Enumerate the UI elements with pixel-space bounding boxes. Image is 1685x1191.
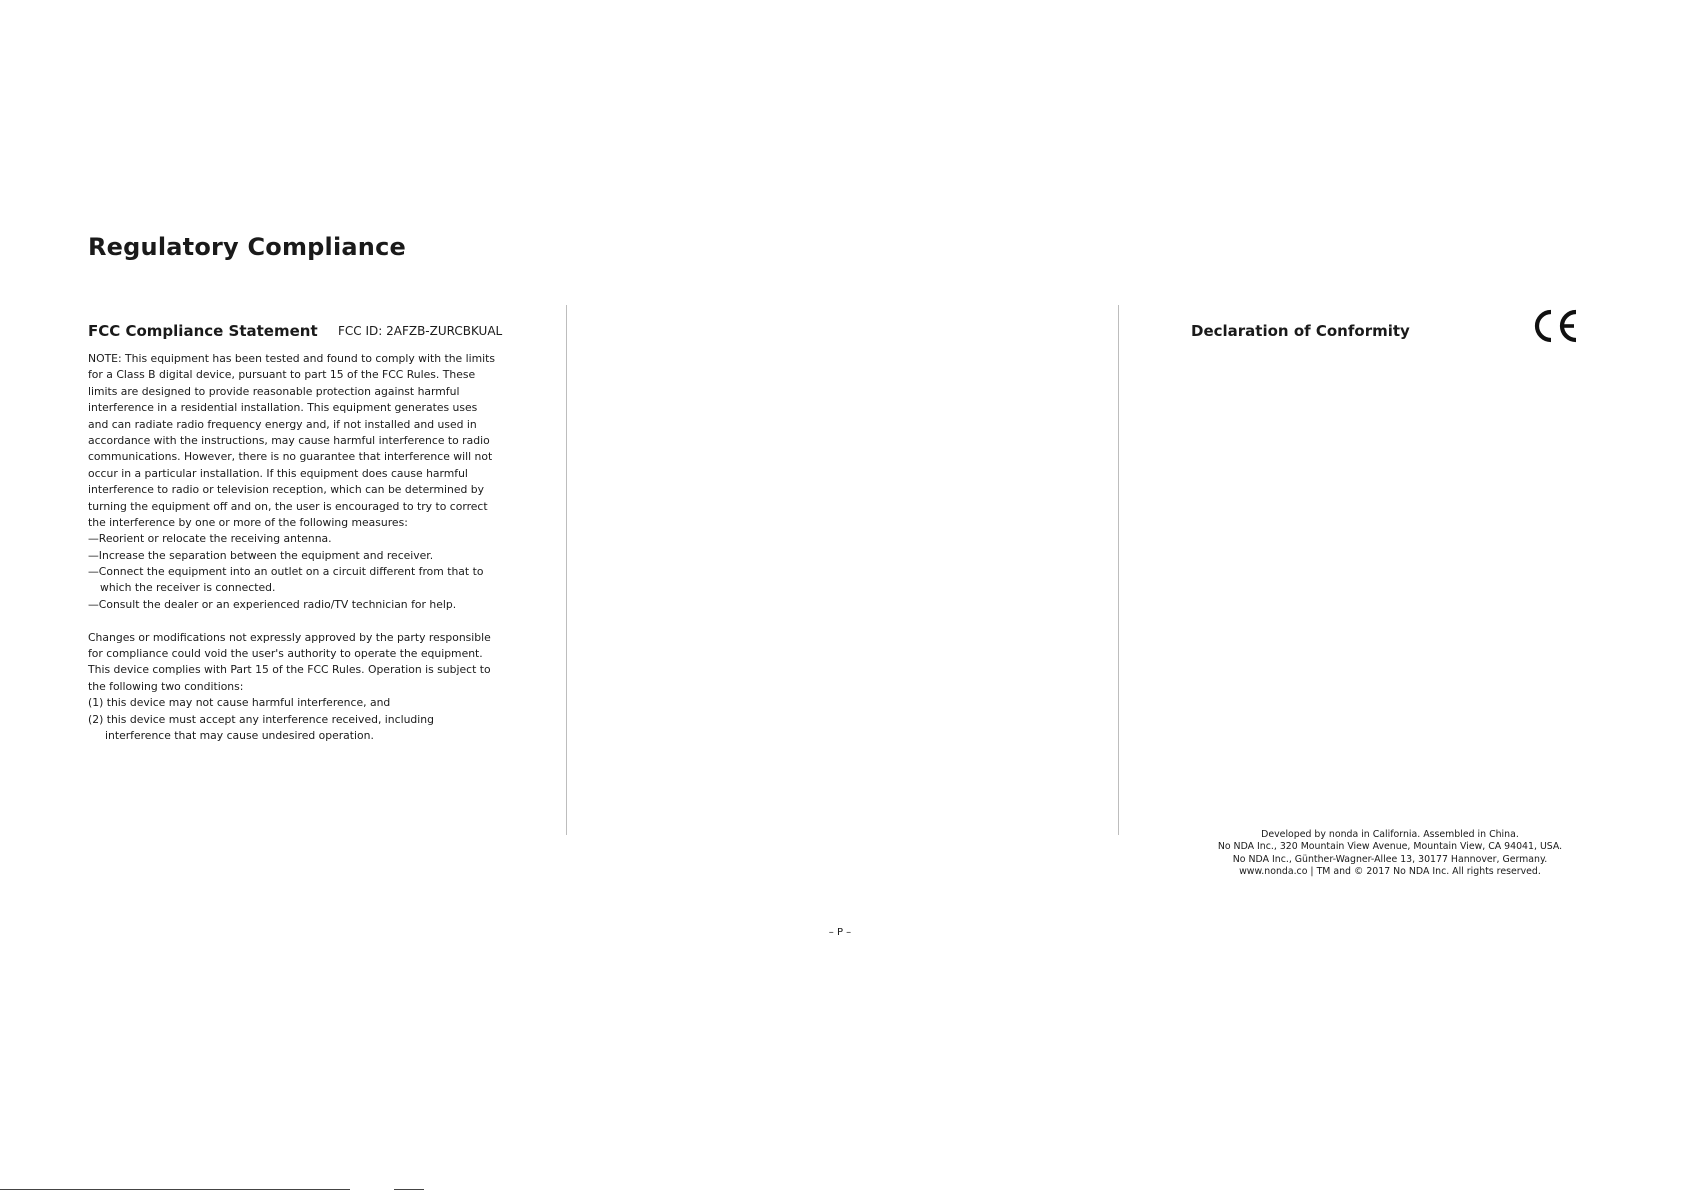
- note-line: interference in a residential installation. This equipment generates uses: [88, 401, 478, 415]
- footer-line: No NDA Inc., 320 Mountain View Avenue, Mountain View, CA 94041, USA.: [1217, 841, 1563, 853]
- declaration-heading: Declaration of Conformity: [1191, 322, 1410, 340]
- measure-item: —Increase the separation between the equipment and receiver.: [88, 548, 434, 562]
- bottom-rule: [0, 1189, 350, 1190]
- fcc-body: [88, 351, 508, 744]
- note-line: for a Class B digital device, pursuant to part 15 of the FCC Rules. These: [88, 368, 476, 382]
- note-line: NOTE: This equipment has been tested and found to comply with the limits: [88, 352, 496, 365]
- condition-item: (1) this device may not cause harmful interference, and: [88, 696, 391, 710]
- note-line: and can radiate radio frequency energy and, if not installed and used in: [88, 417, 477, 431]
- footer-line: No NDA Inc., Günther-Wagner-Allee 13, 30177 Hannover, Germany.: [1232, 853, 1548, 865]
- note-line: occur in a particular installation. If this equipment does cause harmful: [88, 466, 468, 480]
- measure-item: —Consult the dealer or an experienced radio/TV technician for help.: [88, 597, 457, 611]
- changes-line: This device complies with Part 15 of the FCC Rules. Operation is subject to: [88, 663, 491, 677]
- column-divider-right: [1118, 305, 1119, 835]
- paragraph-gap: [88, 613, 508, 629]
- note-line: the interference by one or more of the following measures:: [88, 515, 408, 529]
- page-title: Regulatory Compliance: [88, 233, 406, 261]
- ce-mark-icon: [1532, 309, 1578, 343]
- condition-item-continued: interference that may cause undesired operation.: [105, 728, 374, 742]
- bottom-rule-short: [394, 1189, 424, 1190]
- changes-line: for compliance could void the user's authority to operate the equipment.: [88, 647, 483, 661]
- page-number: – P –: [828, 927, 852, 938]
- note-line: limits are designed to provide reasonable protection against harmful: [88, 384, 460, 398]
- measure-item: —Connect the equipment into an outlet on a circuit different from that to: [88, 565, 484, 579]
- fcc-heading: FCC Compliance Statement: [88, 322, 318, 340]
- footer-line: Developed by nonda in California. Assembled in China.: [1261, 829, 1519, 840]
- measure-item: —Reorient or relocate the receiving antenna.: [88, 532, 332, 546]
- fcc-id: FCC ID: 2AFZB-ZURCBKUAL: [338, 324, 503, 338]
- note-line: communications. However, there is no guarantee that interference will not: [88, 450, 493, 464]
- changes-line: Changes or modifications not expressly approved by the party responsible: [88, 630, 491, 644]
- changes-line: the following two conditions:: [88, 679, 244, 693]
- manufacturer-footer: [1190, 829, 1590, 879]
- note-line: interference to radio or television reception, which can be determined by: [88, 483, 485, 497]
- note-line: accordance with the instructions, may cause harmful interference to radio: [88, 433, 490, 447]
- note-line: turning the equipment off and on, the user is encouraged to try to correct: [88, 499, 488, 513]
- condition-item: (2) this device must accept any interference received, including: [88, 712, 434, 726]
- column-divider-left: [566, 305, 567, 835]
- measure-item-continued: which the receiver is connected.: [100, 581, 276, 595]
- footer-line: www.nonda.co | TM and © 2017 No NDA Inc. All rights reserved.: [1239, 866, 1541, 878]
